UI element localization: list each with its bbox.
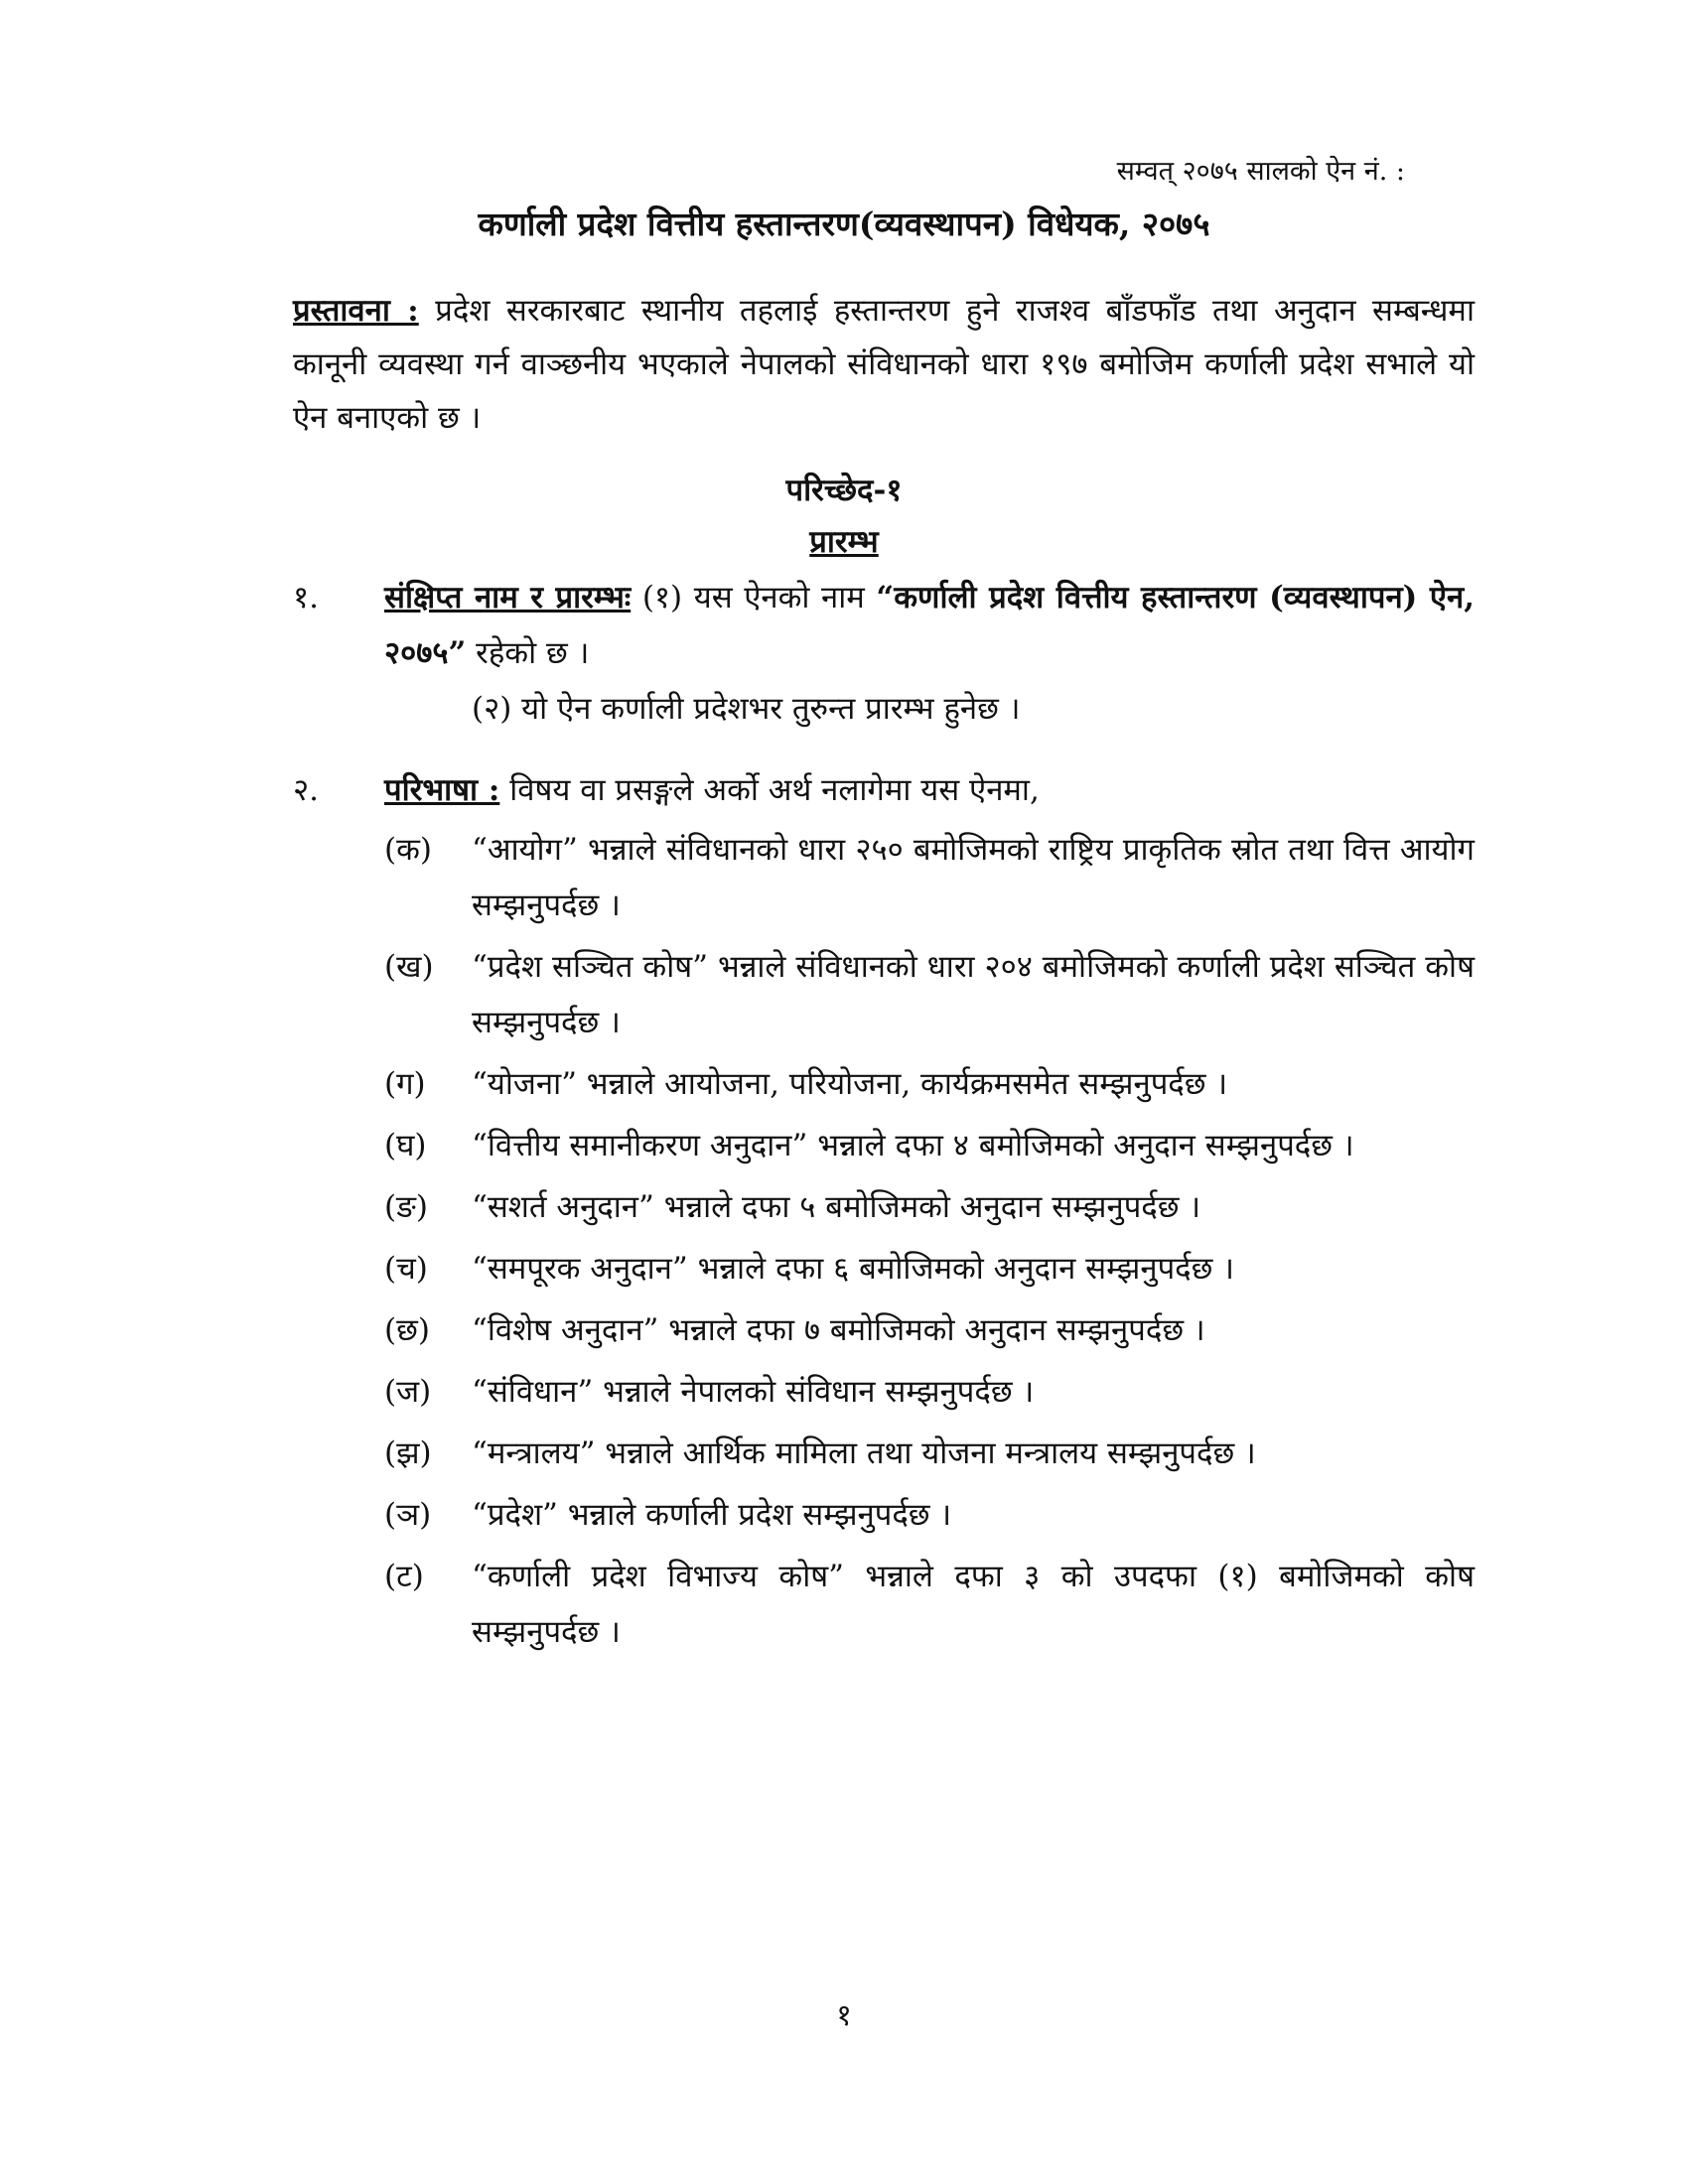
bill-title: कर्णाली प्रदेश वित्तीय हस्तान्तरण(व्यवस्थापन) विधेयक, २०७५ (478, 205, 1210, 243)
section-1-sub1-suffix: रहेको छ । (476, 635, 590, 671)
clause-text: “प्रदेश सञ्चित कोष” भन्नाले संविधानको धारा २०४ बमोजिमको कर्णाली प्रदेश सञ्चित कोष सम्झनुपर्दछ । (472, 949, 1475, 1040)
clause-label: (ट) (384, 1559, 424, 1594)
definition-clause (384, 1549, 1475, 1660)
section-2-body (384, 762, 1475, 818)
definition-clause (384, 1364, 1475, 1420)
clause-text: “सशर्त अनुदान” भन्नाले दफा ५ बमोजिमको अनुदान सम्झनुपर्दछ । (472, 1189, 1201, 1225)
act-name: “कर्णाली प्रदेश वित्तीय हस्तान्तरण (व्यवस्थापन) ऐन, २०७५” (384, 580, 1476, 671)
clause-label: (ज) (384, 1374, 432, 1410)
clause-text: “संविधान” भन्नाले नेपालको संविधान सम्झनुपर्दछ । (472, 1374, 1035, 1410)
clause-text: “प्रदेश” भन्नाले कर्णाली प्रदेश सम्झनुपर्दछ । (472, 1497, 952, 1533)
section-2 (293, 762, 1475, 818)
page-number: १ (836, 1998, 852, 2033)
clause-text: “आयोग” भन्नाले संविधानको धारा २५० बमोजिमको राष्ट्रिय प्राकृतिक स्रोत तथा वित्त आयोग सम्झनुपर्दछ । (472, 832, 1475, 923)
definition-clause (384, 1426, 1475, 1481)
section-1-number: १. (293, 580, 319, 615)
definition-clause (384, 822, 1475, 933)
clause-label: (च) (384, 1251, 428, 1287)
clause-label: (झ) (384, 1435, 432, 1471)
clause-text: “वित्तीय समानीकरण अनुदान” भन्नाले दफा ४ बमोजिमको अनुदान सम्झनुपर्दछ । (472, 1128, 1354, 1163)
definition-clause (384, 1487, 1475, 1543)
section-1 (293, 570, 1475, 737)
clause-text: “योजना” भन्नाले आयोजना, परियोजना, कार्यक्रमसमेत सम्झनुपर्दछ । (472, 1066, 1228, 1102)
clause-label: (ग) (384, 1066, 426, 1102)
clause-label: (ख) (384, 949, 434, 985)
definition-clause (384, 1241, 1475, 1297)
section-2-intro: विषय वा प्रसङ्गले अर्को अर्थ नलागेमा यस ऐनमा, (509, 772, 1040, 808)
clause-label: (घ) (384, 1128, 427, 1163)
clause-text: “कर्णाली प्रदेश विभाज्य कोष” भन्नाले दफा ३ को उपदफा (१) बमोजिमको कोष सम्झनुपर्दछ । (472, 1559, 1475, 1650)
section-1-sub1-prefix: (१) यस ऐनको नाम (641, 580, 865, 615)
definition-clauses (384, 822, 1475, 1666)
clause-label: (छ) (384, 1312, 430, 1348)
preamble (293, 284, 1475, 445)
preamble-label: प्रस्तावना : (293, 293, 419, 329)
section-1-heading: संक्षिप्त नाम र प्रारम्भः (384, 580, 632, 615)
clause-label: (ञ) (384, 1497, 432, 1533)
section-2-heading: परिभाषा : (384, 772, 500, 808)
act-number-line: सम्वत् २०७५ सालको ऐन नं. : (1116, 156, 1405, 187)
clause-label: (क) (384, 832, 432, 868)
clause-label: (ङ) (384, 1189, 428, 1225)
chapter-number: परिच्छेद-१ (785, 473, 903, 508)
preamble-text: प्रदेश सरकारबाट स्थानीय तहलाई हस्तान्तरण हुने राजश्व बाँडफाँड तथा अनुदान सम्बन्धमा कानूनी व्यवस्था गर्न वाञ्छनीय भएकाले नेपालको संविधानको धारा १९७ बमोजिम कर्णाली प्रदेश सभाले यो ऐन बनाएको छ । (293, 293, 1475, 436)
clause-text: “समपूरक अनुदान” भन्नाले दफा ६ बमोजिमको अनुदान सम्झनुपर्दछ । (472, 1251, 1234, 1287)
section-1-subsection-2: (२) यो ऐन कर्णाली प्रदेशभर तुरुन्त प्रारम्भ हुनेछ । (472, 691, 1021, 727)
chapter-title: प्रारम्भ (809, 524, 879, 560)
definition-clause (384, 1179, 1475, 1235)
section-2-number: २. (293, 772, 319, 808)
clause-text: “मन्त्रालय” भन्नाले आर्थिक मामिला तथा योजना मन्त्रालय सम्झनुपर्दछ । (472, 1435, 1256, 1471)
definition-clause (384, 1056, 1475, 1112)
clause-text: “विशेष अनुदान” भन्नाले दफा ७ बमोजिमको अनुदान सम्झनुपर्दछ । (472, 1312, 1205, 1348)
definition-clause (384, 939, 1475, 1050)
section-1-body (384, 570, 1475, 681)
definition-clause (384, 1302, 1475, 1358)
definition-clause (384, 1118, 1475, 1173)
